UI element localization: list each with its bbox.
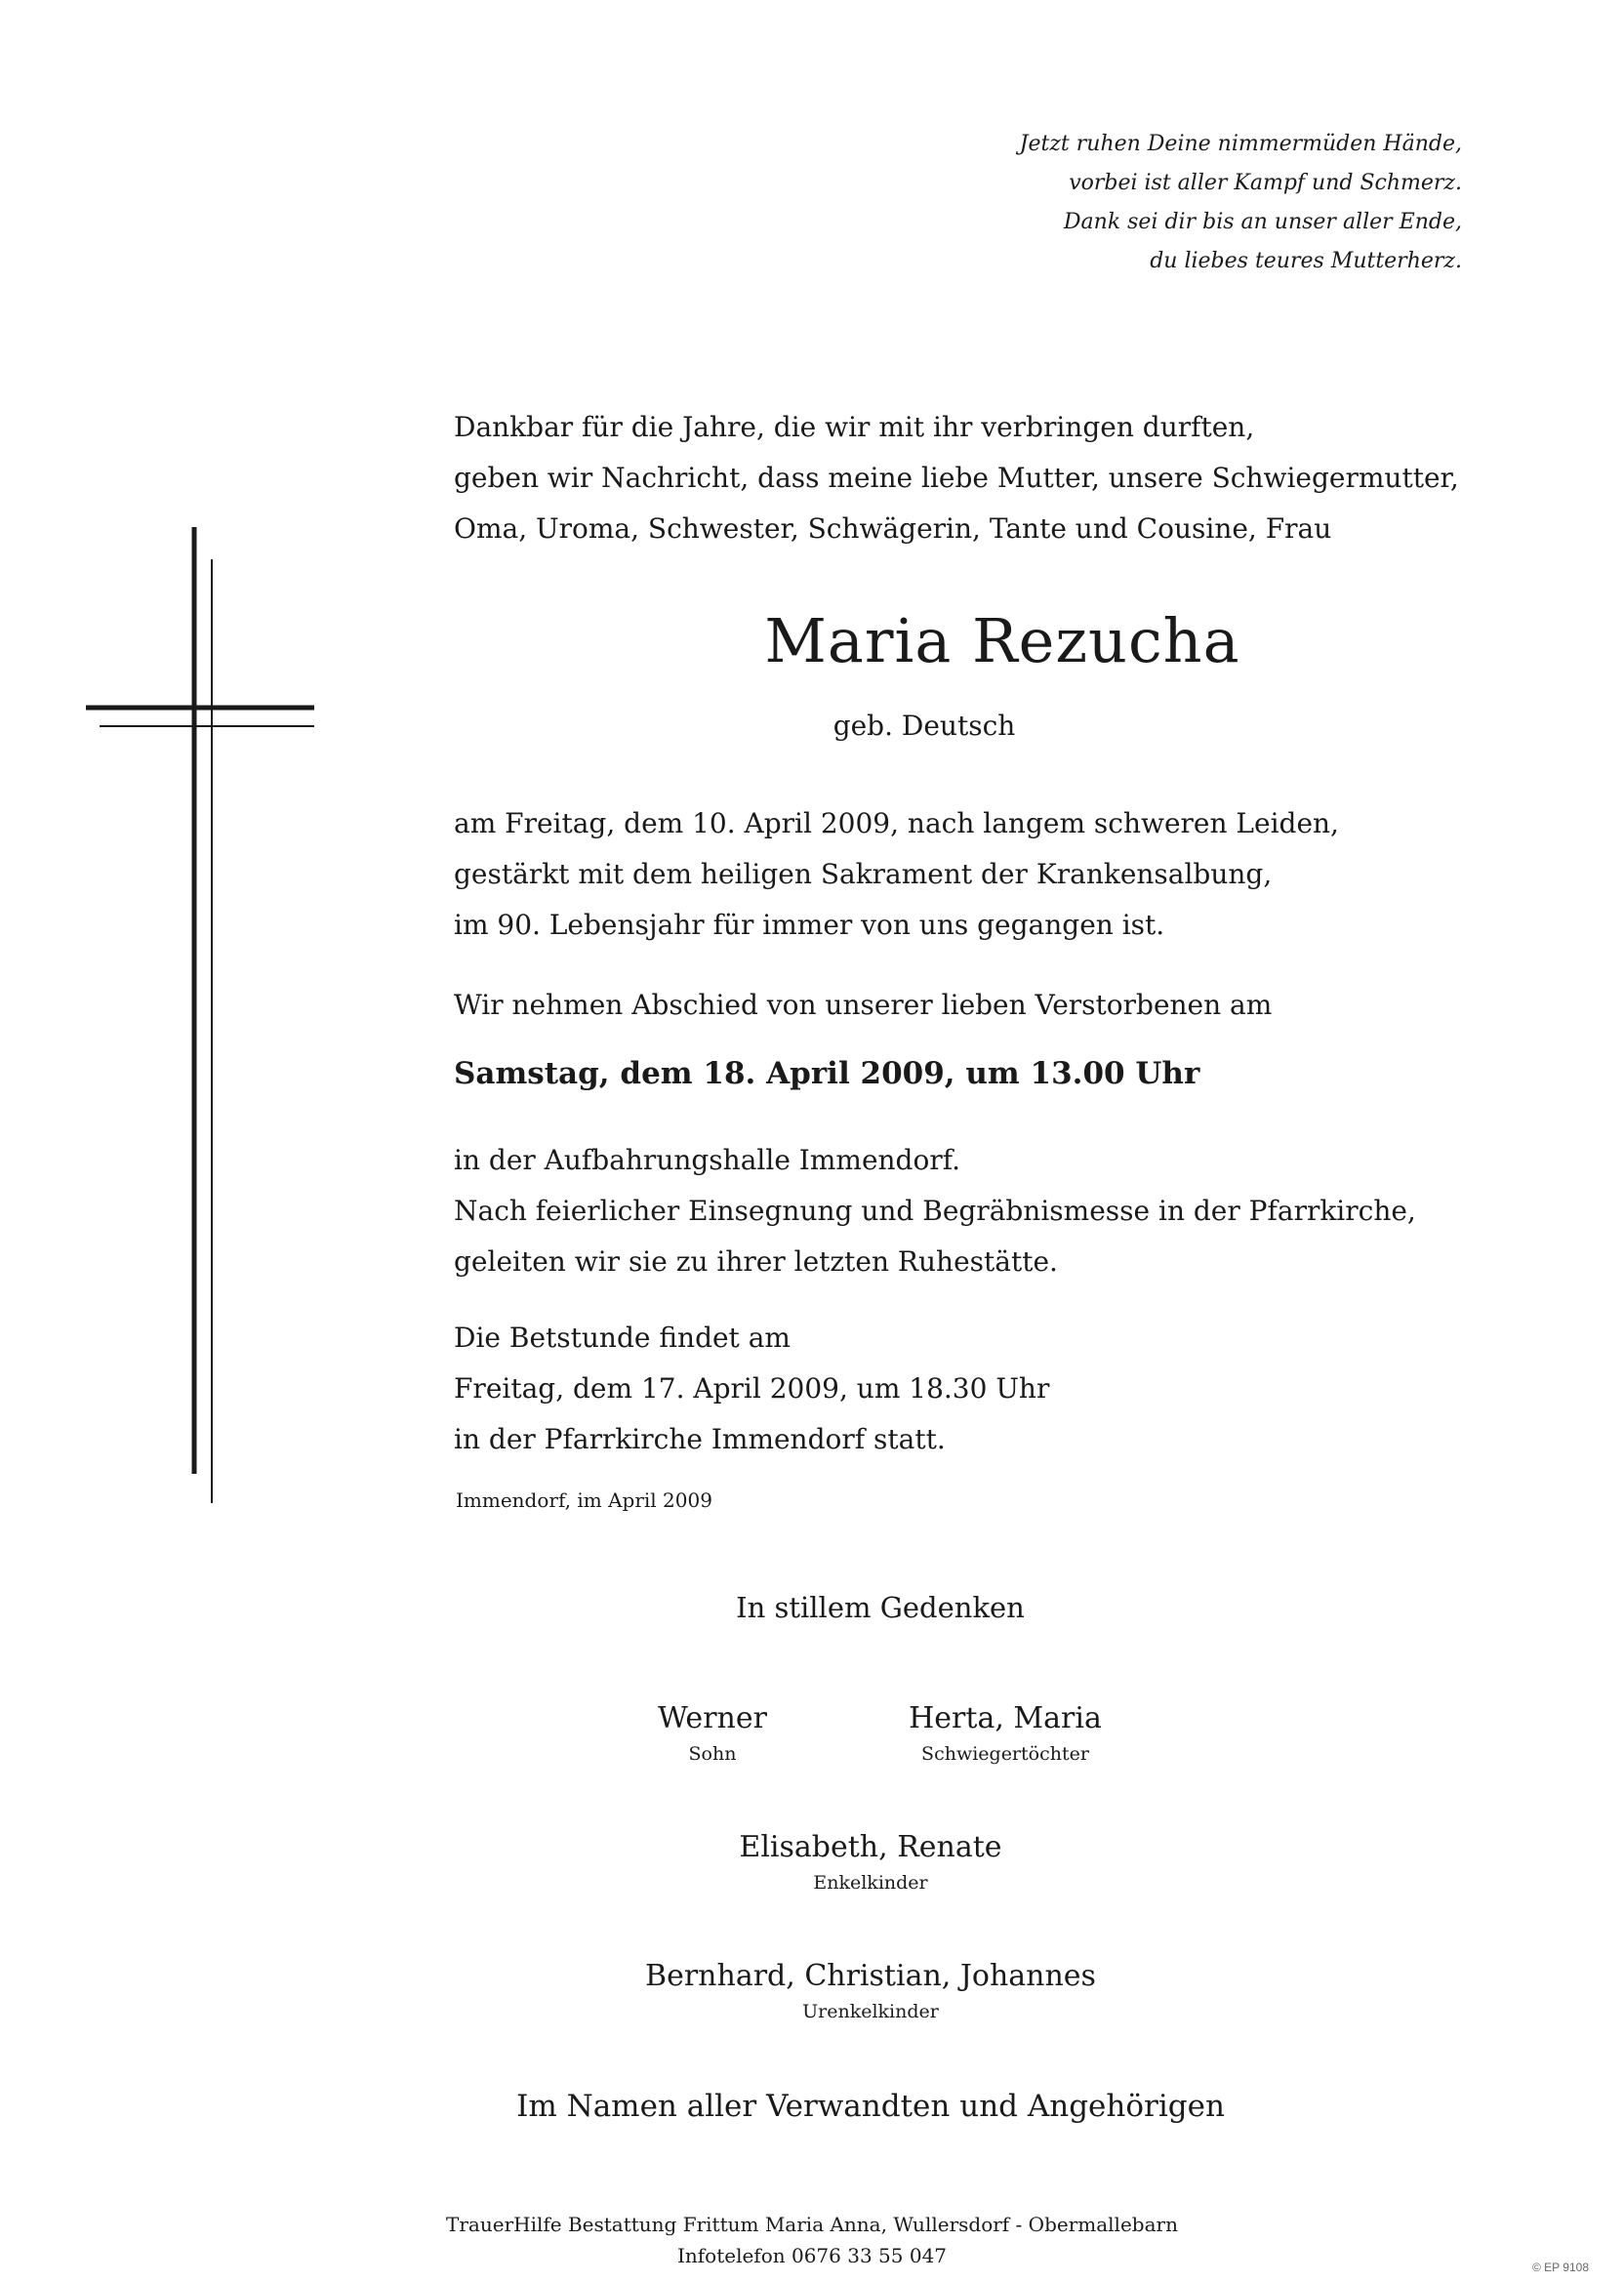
prayer-notice [454,1313,1049,1465]
intro-line: Dankbar für die Jahre, die wir mit ihr verbringen durften, [454,411,1255,443]
footer-line: Infotelefon 0676 33 55 047 [676,2244,948,2267]
mourner-role: Urenkelkinder [802,2001,939,2022]
mourner-group [59,1959,1624,2022]
funeral-details [454,1135,1416,1287]
death-notice [454,798,1339,951]
mourner-role: Sohn [688,1743,737,1765]
poem-line: Dank sei dir bis an unser aller Ende, [1063,210,1462,234]
mourner-names: Bernhard, Christian, Johannes [645,1959,1096,1993]
farewell-intro: Wir nehmen Abschied von unserer lieben Verstorbenen am [454,989,1273,1021]
mourner-role: Schwiegertöchter [921,1743,1089,1765]
footer [0,2213,1624,2267]
prayer-line: Freitag, dem 17. April 2009, um 18.30 Uhr [454,1372,1050,1405]
deceased-name: Maria Rezucha [764,605,1240,676]
intro-text [454,402,1459,554]
mourner-group [873,1701,1137,1765]
poem-line: vorbei ist aller Kampf und Schmerz. [1069,171,1462,195]
gedenken-heading: In stillem Gedenken [736,1591,1025,1624]
funeral-details-line: Nach feierlicher Einsegnung und Begräbnismesse in der Pfarrkirche, [454,1195,1416,1227]
prayer-line: Die Betstunde findet am [454,1322,791,1354]
funeral-date: Samstag, dem 18. April 2009, um 13.00 Uhr [454,1056,1200,1091]
poem-line: du liebes teures Mutterherz. [1150,249,1462,273]
mourner-names: Elisabeth, Renate [739,1830,1002,1864]
mourner-names: Herta, Maria [909,1701,1102,1735]
document-code: © EP 9108 [1532,2261,1589,2274]
birth-name: geb. Deutsch [832,710,1016,742]
intro-line: Oma, Uroma, Schwester, Schwägerin, Tante und Cousine, Frau [454,512,1332,545]
poem [1020,125,1462,281]
death-notice-line: im 90. Lebensjahr für immer von uns gegangen ist. [454,909,1165,941]
prayer-line: in der Pfarrkirche Immendorf statt. [454,1423,946,1455]
poem-line: Jetzt ruhen Deine nimmermüden Hände, [1019,132,1462,156]
funeral-details-line: geleiten wir sie zu ihrer letzten Ruhestätte. [454,1245,1058,1278]
mourner-names: Werner [658,1701,767,1735]
mourner-role: Enkelkinder [813,1872,928,1894]
place-date: Immendorf, im April 2009 [456,1488,712,1512]
footer-line: TrauerHilfe Bestattung Frittum Maria Anna, Wullersdorf - Obermallebarn [446,2213,1178,2236]
mourner-group [59,1830,1624,1894]
mourner-group [625,1701,800,1765]
death-notice-line: gestärkt mit dem heiligen Sakrament der Krankensalbung, [454,858,1273,890]
intro-line: geben wir Nachricht, dass meine liebe Mutter, unsere Schwiegermutter, [454,462,1459,494]
closing-line: Im Namen aller Verwandten und Angehörigen [516,2089,1225,2124]
death-notice-line: am Freitag, dem 10. April 2009, nach langem schweren Leiden, [454,807,1339,839]
funeral-details-line: in der Aufbahrungshalle Immendorf. [454,1144,960,1176]
